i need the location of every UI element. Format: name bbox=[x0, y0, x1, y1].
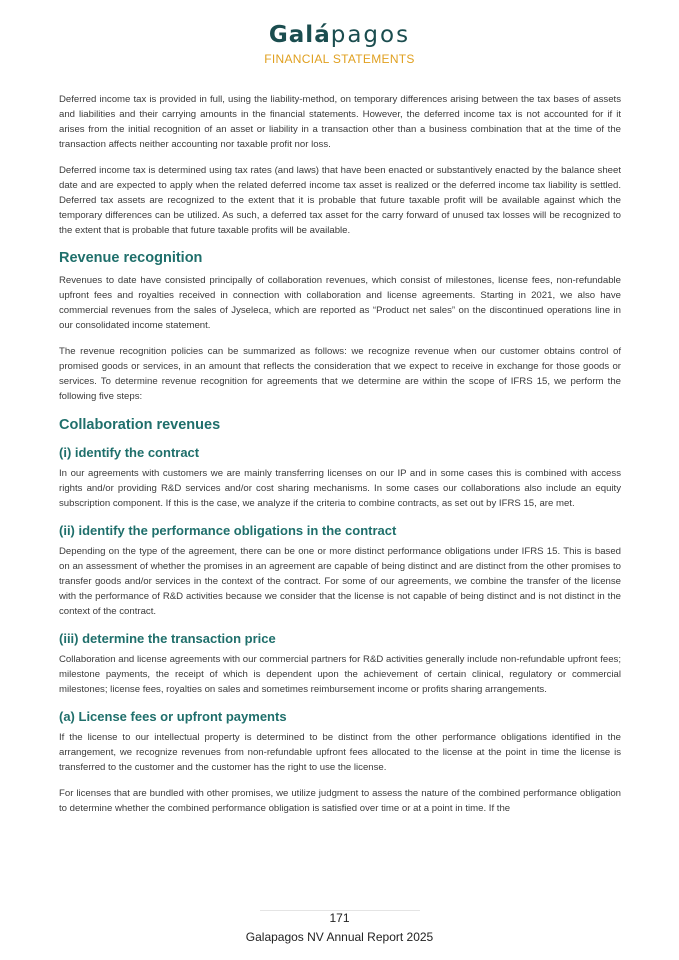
paragraph-transaction-price: Collaboration and license agreements with our commercial partners for R&D activities generally include non-refundable upfront fees; milestone payments, the receipt of which is dependent upon the achievement of certain clinical, regulatory or commercial milestones; license fees, royalties on sales and sometimes reimbursement income or profits sharing arrangements. bbox=[59, 654, 621, 695]
paragraph-deferred-tax-2: Deferred income tax is determined using tax rates (and laws) that have been enacted or substantively enacted by the balance sheet date and are expected to apply when the related deferred income tax asset is realized or the deferred income tax liability is settled. Deferred tax assets are recognized to the extent that it is probable that future taxable profit will be available against which the temporary differences can be utilized. As such, a deferred tax asset for the carry forward of unused tax losses will be recognized to the extent that is probable that future taxable profits will be available. bbox=[59, 165, 621, 236]
main-content bbox=[59, 92, 621, 827]
heading-revenue-recognition: Revenue recognition bbox=[59, 250, 203, 266]
page-header bbox=[0, 22, 679, 66]
logo-light-part: pagos bbox=[330, 22, 411, 48]
paragraph-revenue-2: The revenue recognition policies can be summarized as follows: we recognize revenue when our customer obtains control of promised goods or services, in an amount that reflects the consideration that we expect to receive in exchange for those goods or services. To determine revenue recognition for agreements that we determine are within the scope of IFRS 15, we perform the following five steps: bbox=[59, 346, 621, 402]
logo-bold-part: Galá bbox=[268, 22, 331, 48]
section-label: FINANCIAL STATEMENTS bbox=[264, 52, 415, 66]
paragraph-license-fees-1: If the license to our intellectual property is determined to be distinct from the other performance obligations identified in the arrangement, we recognize revenues from non-refundable upfront fees allocated to the license at the point in time the license is transferred to the customer and the customer has the right to use the license. bbox=[59, 732, 621, 773]
galapagos-logo bbox=[0, 22, 679, 48]
heading-performance-obligations: (ii) identify the performance obligations in the contract bbox=[59, 523, 397, 538]
paragraph-revenue-1: Revenues to date have consisted principally of collaboration revenues, which consist of milestones, license fees, non-refundable upfront fees and royalties received in connection with collaboration and license agreements. Starting in 2021, we also have commercial revenues from the sales of Jyseleca, which are reported as “Product net sales” on the discontinued operations line in our consolidated income statement. bbox=[59, 275, 621, 331]
heading-license-fees: (a) License fees or upfront payments bbox=[59, 709, 287, 724]
paragraph-deferred-tax-1: Deferred income tax is provided in full, using the liability-method, on temporary differences arising between the tax bases of assets and liabilities and their carrying amounts in the financial statements. However, the deferred income tax is not accounted for if it arises from the initial recognition of an asset or liability in a transaction other than a business combination that at the time of the transaction affects neither accounting nor taxable profit nor loss. bbox=[59, 94, 621, 150]
paragraph-performance-obligations: Depending on the type of the agreement, there can be one or more distinct performance obligations under IFRS 15. This is based on an assessment of whether the promises in an agreement are capable of being distinct and are distinct from the other promises to transfer goods and/or services in the context of the contract. For some of our agreements, we combine the transfer of the license with the performance of R&D activities because we consider that the license is not capable of being distinct and is not distinct in the context of the contract. bbox=[59, 546, 621, 617]
heading-identify-contract: (i) identify the contract bbox=[59, 445, 200, 460]
heading-collaboration-revenues: Collaboration revenues bbox=[59, 417, 221, 433]
paragraph-license-fees-2: For licenses that are bundled with other promises, we utilize judgment to assess the nature of the combined performance obligation to determine whether the combined performance obligation is satisfied over time or at a point in time. If the bbox=[59, 788, 621, 814]
page-footer bbox=[0, 910, 679, 945]
page-number: 171 bbox=[329, 911, 350, 925]
report-title: Galapagos NV Annual Report 2025 bbox=[245, 930, 434, 944]
heading-transaction-price: (iii) determine the transaction price bbox=[59, 631, 276, 646]
paragraph-identify-contract: In our agreements with customers we are mainly transferring licenses on our IP and in some cases this is combined with access rights and/or providing R&D services and/or cost sharing mechanisms. In some cases our collaborations also include an equity subscription component. If this is the case, we analyze if the criteria to combine contracts, as set out by IFRS 15, are met. bbox=[59, 468, 621, 509]
